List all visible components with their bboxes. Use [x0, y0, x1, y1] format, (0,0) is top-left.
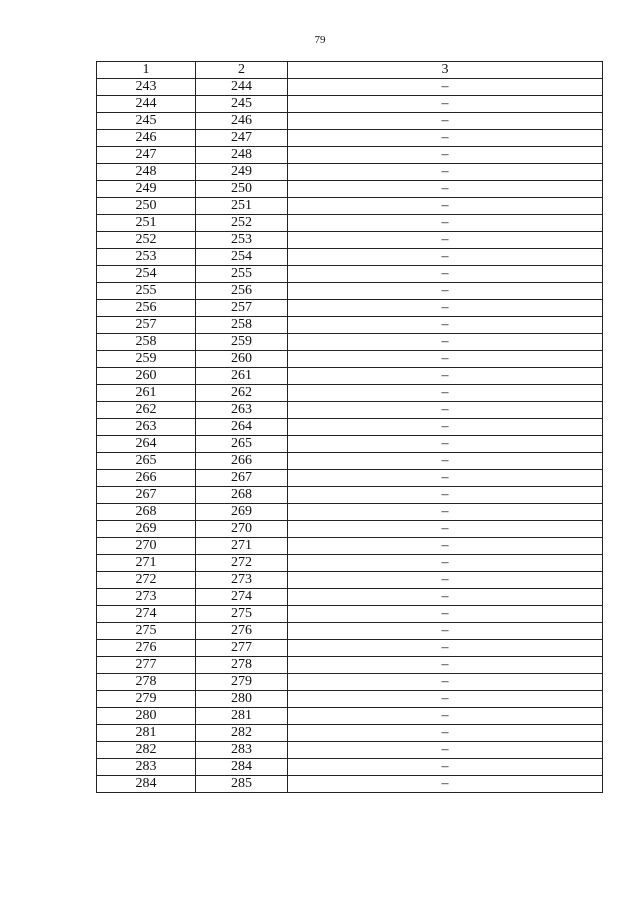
table-cell-col1: 270 — [97, 538, 196, 555]
table-row — [97, 402, 603, 419]
table-row — [97, 504, 603, 521]
table-row — [97, 266, 603, 283]
table-cell-col3: – — [288, 657, 603, 674]
table-cell-col1: 279 — [97, 691, 196, 708]
table-row — [97, 657, 603, 674]
table-cell-col2: 254 — [196, 249, 288, 266]
table-row — [97, 776, 603, 793]
table-cell-col2: 246 — [196, 113, 288, 130]
table-cell-col2: 274 — [196, 589, 288, 606]
table-cell-col3: – — [288, 436, 603, 453]
table-cell-col3: – — [288, 181, 603, 198]
table-row — [97, 742, 603, 759]
table-row — [97, 589, 603, 606]
table-cell-col2: 248 — [196, 147, 288, 164]
table-row — [97, 113, 603, 130]
table-cell-col3: – — [288, 283, 603, 300]
table-cell-col1: 259 — [97, 351, 196, 368]
table-cell-col3: – — [288, 198, 603, 215]
table-cell-col3: – — [288, 113, 603, 130]
table-cell-col1: 264 — [97, 436, 196, 453]
table-cell-col2: 270 — [196, 521, 288, 538]
table-cell-col2: 265 — [196, 436, 288, 453]
table-cell-col1: 268 — [97, 504, 196, 521]
table-cell-col2: 277 — [196, 640, 288, 657]
table-cell-col2: 261 — [196, 368, 288, 385]
table-cell-col3: – — [288, 708, 603, 725]
table-row — [97, 555, 603, 572]
table-cell-col3: – — [288, 725, 603, 742]
table-cell-col3: – — [288, 504, 603, 521]
table-cell-col3: – — [288, 674, 603, 691]
table-row — [97, 351, 603, 368]
table-row — [97, 283, 603, 300]
table-cell-col3: – — [288, 487, 603, 504]
table-cell-col3: – — [288, 385, 603, 402]
table-cell-col2: 278 — [196, 657, 288, 674]
table-cell-col2: 252 — [196, 215, 288, 232]
table-cell-col1: 256 — [97, 300, 196, 317]
table-cell-col2: 280 — [196, 691, 288, 708]
table-cell-col2: 282 — [196, 725, 288, 742]
table-cell-col1: 249 — [97, 181, 196, 198]
table-row — [97, 436, 603, 453]
table-row — [97, 521, 603, 538]
table-cell-col3: – — [288, 640, 603, 657]
table-cell-col1: 276 — [97, 640, 196, 657]
table-cell-col1: 273 — [97, 589, 196, 606]
table-cell-col3: – — [288, 402, 603, 419]
column-header-1: 1 — [97, 62, 196, 79]
table-cell-col2: 275 — [196, 606, 288, 623]
table-cell-col1: 253 — [97, 249, 196, 266]
table-cell-col3: – — [288, 79, 603, 96]
table-cell-col1: 250 — [97, 198, 196, 215]
table-cell-col3: – — [288, 249, 603, 266]
table-row — [97, 470, 603, 487]
table-cell-col3: – — [288, 232, 603, 249]
table-cell-col1: 282 — [97, 742, 196, 759]
table-cell-col3: – — [288, 555, 603, 572]
table-row — [97, 623, 603, 640]
table-cell-col2: 256 — [196, 283, 288, 300]
table-cell-col1: 257 — [97, 317, 196, 334]
page-number: 79 — [314, 34, 326, 46]
table-cell-col1: 248 — [97, 164, 196, 181]
table-row — [97, 317, 603, 334]
table-cell-col1: 271 — [97, 555, 196, 572]
table-cell-col3: – — [288, 572, 603, 589]
table-cell-col1: 284 — [97, 776, 196, 793]
table-cell-col2: 255 — [196, 266, 288, 283]
table-row — [97, 96, 603, 113]
table-row — [97, 419, 603, 436]
table-cell-col2: 253 — [196, 232, 288, 249]
table-row — [97, 691, 603, 708]
table-cell-col3: – — [288, 266, 603, 283]
table-cell-col1: 244 — [97, 96, 196, 113]
table-cell-col3: – — [288, 521, 603, 538]
table-cell-col2: 271 — [196, 538, 288, 555]
table-cell-col1: 274 — [97, 606, 196, 623]
table-row — [97, 759, 603, 776]
table-cell-col1: 252 — [97, 232, 196, 249]
table-cell-col2: 244 — [196, 79, 288, 96]
table-cell-col1: 247 — [97, 147, 196, 164]
table-cell-col2: 247 — [196, 130, 288, 147]
table-row — [97, 368, 603, 385]
table-cell-col2: 262 — [196, 385, 288, 402]
table-row — [97, 300, 603, 317]
table-row — [97, 249, 603, 266]
table-cell-col3: – — [288, 96, 603, 113]
table-row — [97, 708, 603, 725]
table-cell-col2: 257 — [196, 300, 288, 317]
table-cell-col2: 249 — [196, 164, 288, 181]
table-cell-col1: 283 — [97, 759, 196, 776]
table-row — [97, 232, 603, 249]
table-row — [97, 725, 603, 742]
table-cell-col2: 279 — [196, 674, 288, 691]
table-cell-col3: – — [288, 351, 603, 368]
table-cell-col2: 259 — [196, 334, 288, 351]
table-row — [97, 487, 603, 504]
table-cell-col3: – — [288, 691, 603, 708]
table-cell-col3: – — [288, 776, 603, 793]
header-row — [97, 62, 603, 79]
table-cell-col2: 285 — [196, 776, 288, 793]
table-cell-col3: – — [288, 368, 603, 385]
table-cell-col1: 261 — [97, 385, 196, 402]
table-cell-col2: 258 — [196, 317, 288, 334]
column-header-2: 2 — [196, 62, 288, 79]
table-cell-col2: 264 — [196, 419, 288, 436]
table-cell-col3: – — [288, 130, 603, 147]
table-cell-col2: 284 — [196, 759, 288, 776]
table-cell-col1: 260 — [97, 368, 196, 385]
table-cell-col1: 267 — [97, 487, 196, 504]
table-cell-col1: 251 — [97, 215, 196, 232]
table-cell-col3: – — [288, 147, 603, 164]
table-cell-col1: 254 — [97, 266, 196, 283]
table-cell-col3: – — [288, 419, 603, 436]
table-cell-col2: 276 — [196, 623, 288, 640]
table-cell-col3: – — [288, 538, 603, 555]
table-cell-col1: 278 — [97, 674, 196, 691]
table-cell-col3: – — [288, 164, 603, 181]
table-row — [97, 198, 603, 215]
table-cell-col2: 251 — [196, 198, 288, 215]
table-cell-col3: – — [288, 623, 603, 640]
table-cell-col1: 246 — [97, 130, 196, 147]
table-row — [97, 453, 603, 470]
table-cell-col2: 250 — [196, 181, 288, 198]
table-cell-col1: 266 — [97, 470, 196, 487]
table-cell-col3: – — [288, 300, 603, 317]
table-cell-col2: 272 — [196, 555, 288, 572]
table-row — [97, 572, 603, 589]
table-cell-col2: 281 — [196, 708, 288, 725]
table-cell-col1: 269 — [97, 521, 196, 538]
table-cell-col2: 283 — [196, 742, 288, 759]
table-cell-col2: 266 — [196, 453, 288, 470]
table-row — [97, 674, 603, 691]
table-cell-col3: – — [288, 215, 603, 232]
table-cell-col3: – — [288, 759, 603, 776]
table-cell-col1: 245 — [97, 113, 196, 130]
table-cell-col3: – — [288, 606, 603, 623]
table-row — [97, 640, 603, 657]
table-cell-col1: 272 — [97, 572, 196, 589]
table-row — [97, 538, 603, 555]
table-cell-col1: 243 — [97, 79, 196, 96]
table-row — [97, 181, 603, 198]
table-cell-col1: 277 — [97, 657, 196, 674]
table-cell-col2: 267 — [196, 470, 288, 487]
table-cell-col2: 245 — [196, 96, 288, 113]
table-cell-col3: – — [288, 453, 603, 470]
table-row — [97, 164, 603, 181]
table-body — [97, 79, 603, 793]
table-cell-col3: – — [288, 589, 603, 606]
table-row — [97, 130, 603, 147]
table-cell-col1: 275 — [97, 623, 196, 640]
column-header-3: 3 — [288, 62, 603, 79]
table-cell-col2: 273 — [196, 572, 288, 589]
table-cell-col1: 281 — [97, 725, 196, 742]
table-cell-col1: 262 — [97, 402, 196, 419]
table-row — [97, 215, 603, 232]
table-cell-col1: 265 — [97, 453, 196, 470]
table-cell-col2: 263 — [196, 402, 288, 419]
table-row — [97, 147, 603, 164]
table-cell-col1: 255 — [97, 283, 196, 300]
data-table — [96, 61, 603, 793]
table-row — [97, 606, 603, 623]
table-cell-col3: – — [288, 334, 603, 351]
table-cell-col1: 280 — [97, 708, 196, 725]
table-cell-col2: 269 — [196, 504, 288, 521]
table-cell-col1: 263 — [97, 419, 196, 436]
table-cell-col1: 258 — [97, 334, 196, 351]
table-cell-col3: – — [288, 317, 603, 334]
table-row — [97, 79, 603, 96]
table-cell-col3: – — [288, 742, 603, 759]
table-header — [97, 62, 603, 79]
table-row — [97, 334, 603, 351]
table-cell-col2: 260 — [196, 351, 288, 368]
table-row — [97, 385, 603, 402]
table-cell-col2: 268 — [196, 487, 288, 504]
table-cell-col3: – — [288, 470, 603, 487]
